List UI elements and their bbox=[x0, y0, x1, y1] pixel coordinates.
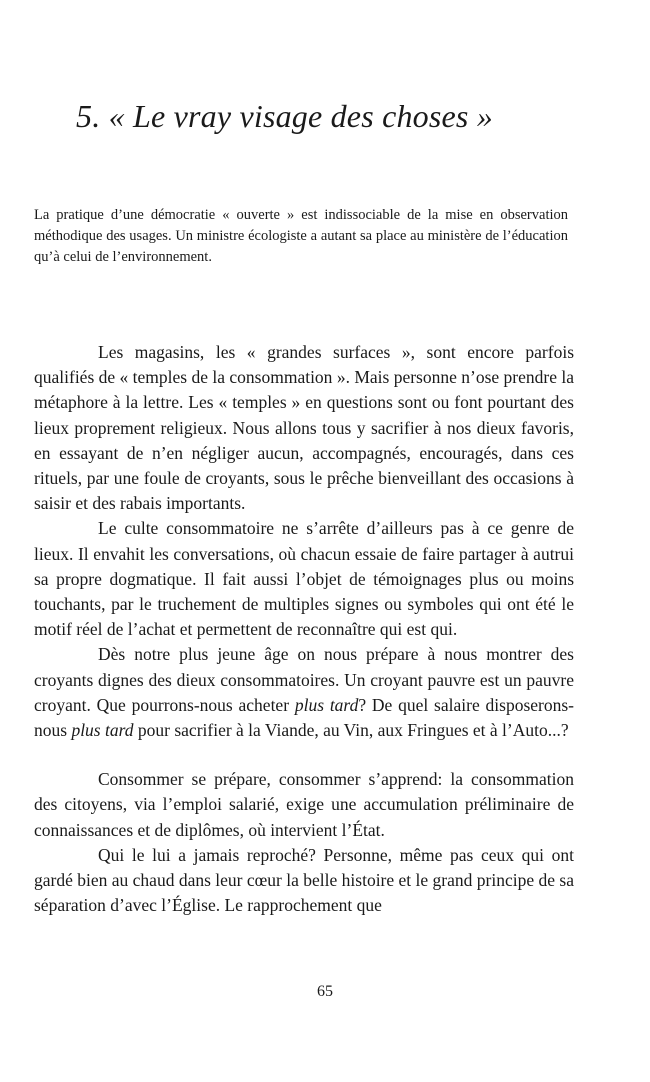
emphasis: plus tard bbox=[71, 720, 134, 741]
epigraph bbox=[34, 205, 568, 268]
paragraph: Qui le lui a jamais reproché? Personne, même pas ceux qui ont gardé bien au chaud dans leur cœur la belle histoire et le grand principe de sa séparation d’avec l’Église. Le rapprochement que bbox=[34, 844, 574, 916]
chapter-title: 5. « Le vray visage des choses » bbox=[76, 98, 493, 134]
epigraph-text: La pratique d’une démocratie « ouverte » est indissociable de la mise en observation méthodique des usages. Un ministre écologiste a autant sa place au ministère de l’éducation qu’à celui de l’environnement. bbox=[34, 207, 568, 265]
body-text bbox=[34, 340, 574, 918]
page-number: 65 bbox=[317, 983, 333, 1000]
paragraph: Dès notre plus jeune âge on nous prépare à nous montrer des croyants dignes des dieux consommatoires. Un croyant pauvre est un pauvre croyant. Que pourrons-nous acheter plus tard? De quel salaire disposerons-nous plus tard pour sacrifier à la Viande, au Vin, aux Fringues et à l’Auto...? bbox=[34, 644, 574, 741]
paragraph: Le culte consommatoire ne s’arrête d’ailleurs pas à ce genre de lieux. Il envahit les conversations, où chacun essaie de faire partager à autrui sa propre dogmatique. Il fait aussi l’objet de témoignages plus ou moins touchants, par le truchement de multiples signes ou symboles qui ont été le motif réel de l’achat et permettent de reconnaître qui est qui. bbox=[34, 518, 574, 640]
emphasis: plus tard bbox=[294, 694, 359, 715]
paragraph: Consommer se prépare, consommer s’apprend: la consommation des citoyens, via l’emploi salarié, exige une accumulation préliminaire de connaissances et de diplômes, où intervient l’État. bbox=[34, 769, 574, 840]
paragraph: Les magasins, les « grandes surfaces », sont encore parfois qualifiés de « temples de la consommation ». Mais personne n’ose prendre la métaphore à la lettre. Les « temples » en questions sont ou font pourtant des lieux proprement religieux. Nous allons tous y sacrifier à nos dieux favoris, en essayant de n’en négliger aucun, accompagnés, encouragés, dans ces rituels, par une foule de croyants, sous le prêche bienveillant des occasions à saisir et des rabais importants. bbox=[34, 342, 574, 514]
